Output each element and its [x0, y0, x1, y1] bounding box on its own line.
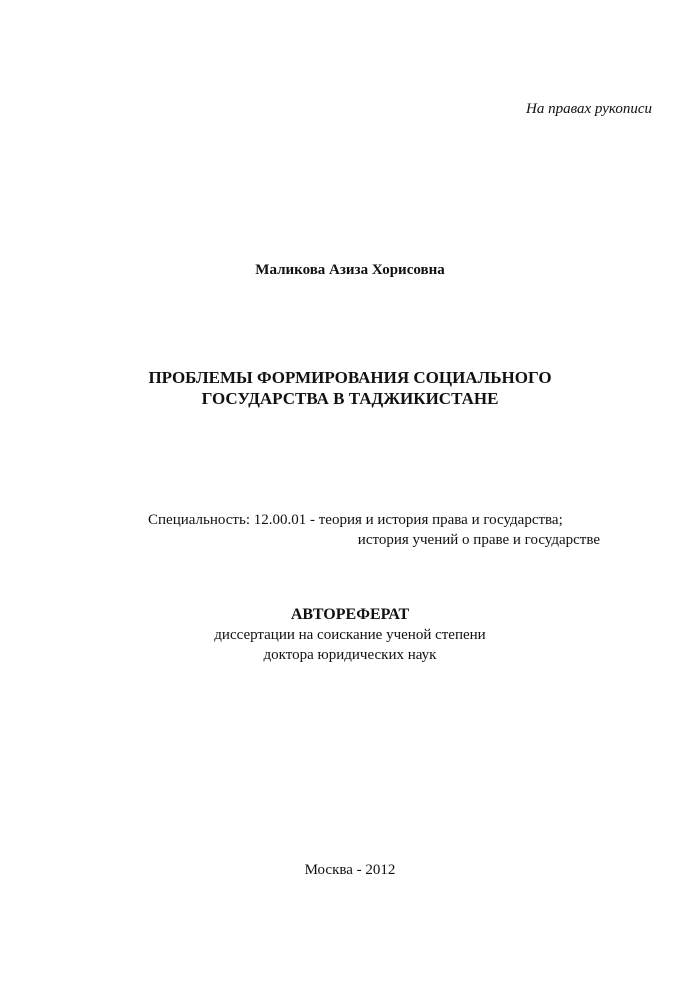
abstract-label: АВТОРЕФЕРАТ: [290, 606, 410, 623]
abstract-line-2: доктора юридических наук: [263, 647, 437, 663]
abstract-block: [0, 605, 700, 665]
specialty-line-1: Специальность: 12.00.01 - теория и история права и государства;: [148, 512, 563, 528]
city-year: Москва - 2012: [304, 862, 396, 878]
abstract-line-1: диссертации на соискание ученой степени: [214, 627, 486, 643]
rights-note: На правах рукописи: [526, 101, 652, 117]
specialty-block: [148, 510, 600, 550]
title-line-2: ГОСУДАРСТВА В ТАДЖИКИСТАНЕ: [201, 389, 499, 408]
document-title: [0, 367, 700, 409]
title-line-1: ПРОБЛЕМЫ ФОРМИРОВАНИЯ СОЦИАЛЬНОГО: [148, 368, 552, 387]
specialty-line-2: история учений о праве и государстве: [357, 532, 600, 548]
author-name: Маликова Азиза Хорисовна: [255, 262, 445, 278]
